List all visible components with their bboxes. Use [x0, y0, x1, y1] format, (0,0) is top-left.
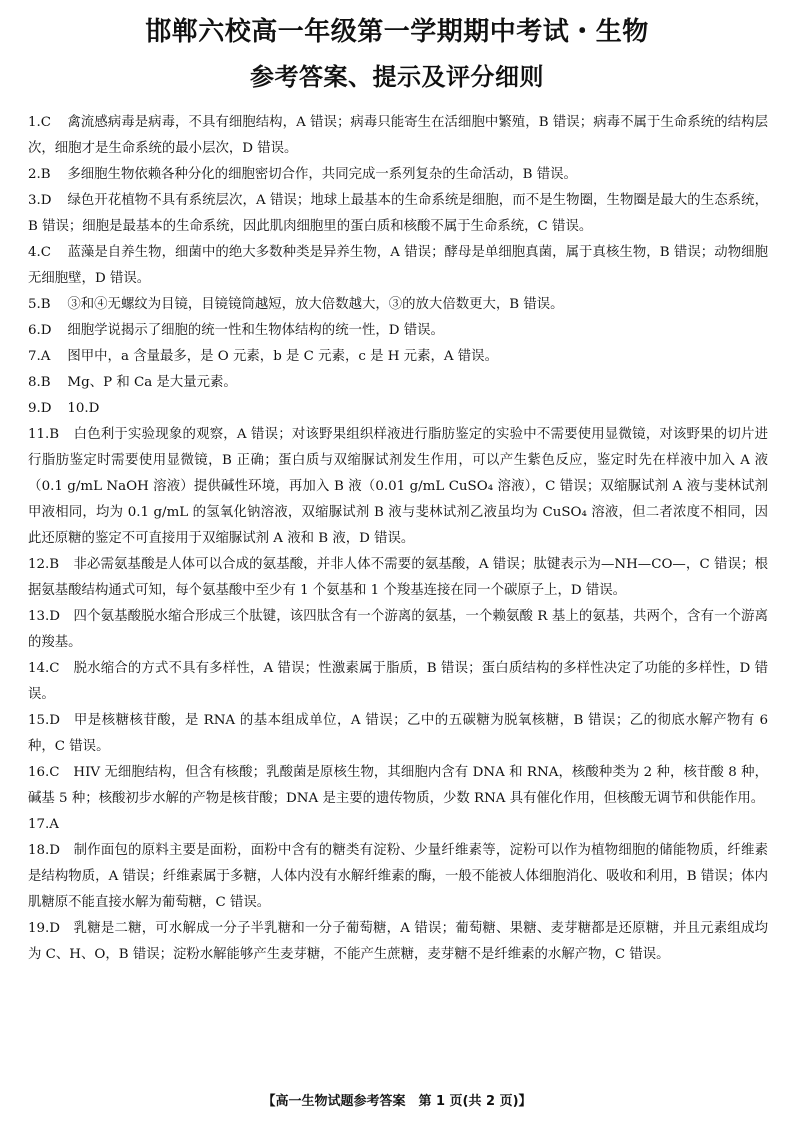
answer-number: 11.B	[28, 427, 60, 442]
answer-item	[28, 318, 768, 344]
answer-number: 7.A	[28, 349, 51, 364]
answer-number: 16.C	[28, 765, 60, 780]
answer-item	[28, 604, 768, 656]
answer-item	[28, 812, 768, 838]
answer-list	[28, 110, 768, 968]
answer-explanation: 10.D	[67, 401, 100, 416]
answer-explanation: 非必需氨基酸是人体可以合成的氨基酸，并非人体不需要的氨基酸，A 错误；肽键表示为—NH—CO—，C 错误；根据氨基酸结构通式可知，每个氨基酸中至少有 1 个氨基和 1 个羧基连接在同一个碳原子上，D 错误。	[28, 557, 768, 598]
answer-number: 19.D	[28, 921, 61, 936]
answer-number: 18.D	[28, 843, 61, 858]
answer-explanation: 蓝藻是自养生物，细菌中的绝大多数种类是异养生物，A 错误；酵母是单细胞真菌，属于真核生物，B 错误；动物细胞无细胞壁，D 错误。	[28, 245, 768, 286]
answer-item	[28, 188, 768, 240]
answer-number: 17.A	[28, 817, 59, 832]
answer-item	[28, 760, 768, 812]
answer-explanation: 禽流感病毒是病毒，不具有细胞结构，A 错误；病毒只能寄生在活细胞中繁殖，B 错误；病毒不属于生命系统的结构层次，细胞才是生命系统的最小层次，D 错误。	[28, 115, 768, 156]
answer-number: 4.C	[28, 245, 52, 260]
answer-item	[28, 708, 768, 760]
answer-number: 6.D	[28, 323, 52, 338]
answer-explanation: 细胞学说揭示了细胞的统一性和生物体结构的统一性，D 错误。	[67, 323, 444, 338]
answer-item	[28, 396, 768, 422]
answer-explanation: Mg、P 和 Ca 是大量元素。	[67, 375, 237, 390]
answer-number: 9.D	[28, 401, 52, 416]
answer-number: 14.C	[28, 661, 60, 676]
page-title: 邯郸六校高一年级第一学期期中考试・生物	[145, 17, 649, 47]
answer-explanation: 乳糖是二糖，可水解成一分子半乳糖和一分子葡萄糖，A 错误；葡萄糖、果糖、麦芽糖都是还原糖，并且元素组成均为 C、H、O，B 错误；淀粉水解能够产生麦芽糖，不能产生蔗糖，麦芽糖不是纤维素的水解产物，C 错误。	[28, 921, 768, 962]
answer-number: 3.D	[28, 193, 52, 208]
answer-explanation: 四个氨基酸脱水缩合形成三个肽键，该四肽含有一个游离的氨基，一个赖氨酸 R 基上的氨基，共两个，含有一个游离的羧基。	[28, 609, 768, 650]
answer-explanation: 制作面包的原料主要是面粉，面粉中含有的糖类有淀粉、少量纤维素等，淀粉可以作为植物细胞的储能物质，纤维素是结构物质，A 错误；纤维素属于多糖，人体内没有水解纤维素的酶，一般不能被人体细胞消化、吸收和利用，B 错误；体内肌糖原不能直接水解为葡萄糖，C 错误。	[28, 843, 768, 910]
answer-item	[28, 838, 768, 916]
answer-number: 2.B	[28, 167, 51, 182]
answer-number: 1.C	[28, 115, 52, 130]
page-subtitle: 参考答案、提示及评分细则	[250, 63, 544, 91]
answer-item	[28, 552, 768, 604]
answer-explanation: 甲是核糖核苷酸，是 RNA 的基本组成单位，A 错误；乙中的五碳糖为脱氧核糖，B 错误；乙的彻底水解产物有 6 种，C 错误。	[28, 713, 768, 754]
answer-item	[28, 240, 768, 292]
answer-item	[28, 292, 768, 318]
answer-number: 13.D	[28, 609, 61, 624]
answer-item	[28, 344, 768, 370]
answer-item	[28, 162, 768, 188]
answer-item	[28, 110, 768, 162]
answer-number: 8.B	[28, 375, 51, 390]
answer-item	[28, 916, 768, 968]
answer-explanation: HIV 无细胞结构，但含有核酸；乳酸菌是原核生物，其细胞内含有 DNA 和 RNA，核酸种类为 2 种，核苷酸 8 种，碱基 5 种；核酸初步水解的产物是核苷酸；DNA 是主要的遗传物质，少数 RNA 具有催化作用，但核酸无调节和供能作用。	[28, 765, 768, 806]
answer-explanation: ③和④无螺纹为目镜，目镜镜筒越短，放大倍数越大，③的放大倍数更大，B 错误。	[67, 297, 564, 312]
answer-item	[28, 370, 768, 396]
answer-explanation: 图甲中，a 含量最多，是 O 元素，b 是 C 元素，c 是 H 元素，A 错误。	[67, 349, 498, 364]
answer-explanation: 白色利于实验现象的观察，A 错误；对该野果组织样液进行脂肪鉴定的实验中不需要使用显微镜，对该野果的切片进行脂肪鉴定时需要使用显微镜，B 正确；蛋白质与双缩脲试剂发生作用，可以产生紫色反应，鉴定时先在样液中加入 A 液（0.1 g/mL NaOH 溶液）提供碱性环境，再加入 B 液（0.01 g/mL CuSO₄ 溶液），C 错误；双缩脲试剂 A 液与斐林试剂甲液相同，均为 0.1 g/mL 的氢氧化钠溶液，双缩脲试剂 B 液与斐林试剂乙液虽均为 CuSO₄ 溶液，但二者浓度不相同，因此还原糖的鉴定不可直接用于双缩脲试剂 A 液和 B 液，D 错误。	[28, 427, 768, 546]
answer-number: 15.D	[28, 713, 61, 728]
answer-number: 12.B	[28, 557, 60, 572]
answer-explanation: 绿色开花植物不具有系统层次，A 错误；地球上最基本的生命系统是细胞，而不是生物圈，生物圈是最大的生态系统，B 错误；细胞是最基本的生命系统，因此肌肉细胞里的蛋白质和核酸不属于生命系统，C 错误。	[28, 193, 768, 234]
page-footer: 【高一生物试题参考答案 第 1 页(共 2 页)】	[262, 1094, 532, 1109]
answer-item	[28, 422, 768, 552]
answer-number: 5.B	[28, 297, 51, 312]
answer-explanation: 多细胞生物依赖各种分化的细胞密切合作，共同完成一系列复杂的生命活动，B 错误。	[67, 167, 577, 182]
answer-item	[28, 656, 768, 708]
answer-explanation: 脱水缩合的方式不具有多样性，A 错误；性激素属于脂质，B 错误；蛋白质结构的多样性决定了功能的多样性，D 错误。	[28, 661, 768, 702]
